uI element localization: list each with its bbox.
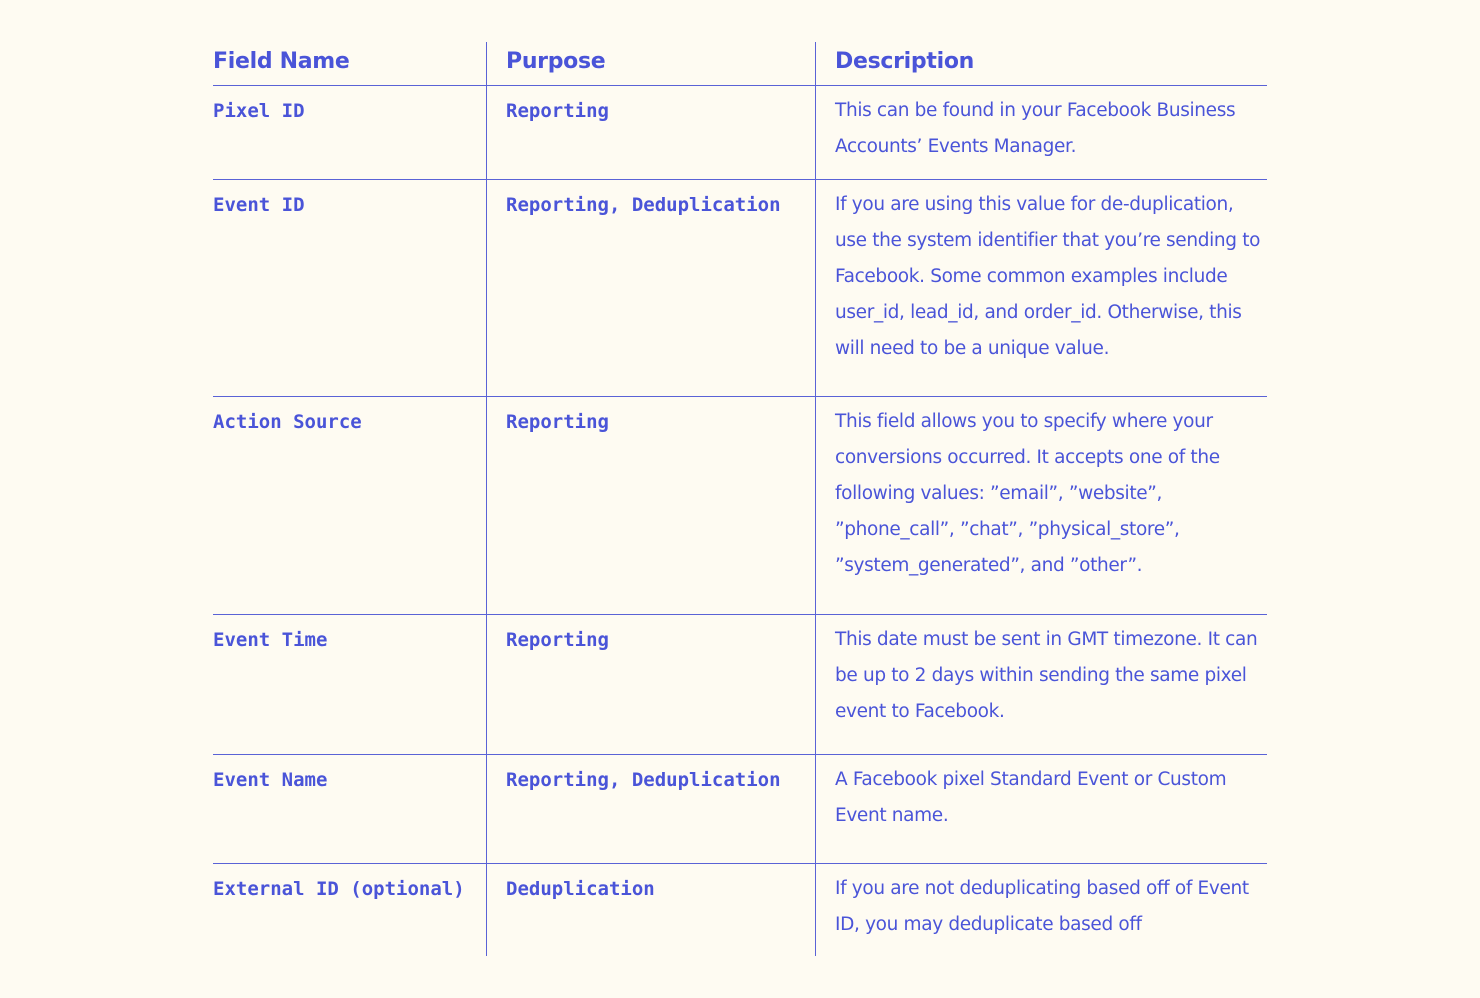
- table-header-row: [213, 42, 1267, 86]
- field-name-cell: Event Name: [213, 769, 328, 791]
- field-name-cell: Action Source: [213, 411, 362, 433]
- description-cell: This field allows you to specify where your conversions occurred. It accepts one of the following values: ”email”, ”website”, ”phone_call”, ”chat”, ”physical_store”, ”system_generated”, and ”other”.: [835, 411, 1220, 576]
- purpose-cell: Reporting: [486, 397, 815, 614]
- table-row: [213, 397, 1267, 615]
- purpose-cell: Reporting, Deduplication: [486, 180, 815, 396]
- field-name-cell: Event Time: [213, 629, 328, 651]
- purpose-cell: Reporting, Deduplication: [486, 755, 815, 863]
- header-purpose: Purpose: [486, 42, 815, 85]
- table-row: [213, 86, 1267, 180]
- description-cell: If you are using this value for de-duplication, use the system identifier that you’re sending to Facebook. Some common examples include user_id, lead_id, and order_id. Otherwise, this will need to be a unique value.: [835, 194, 1261, 359]
- table-row: [213, 755, 1267, 864]
- description-cell: If you are not deduplicating based off of Event ID, you may deduplicate based off: [835, 878, 1249, 935]
- description-cell: A Facebook pixel Standard Event or Custom Event name.: [835, 769, 1227, 826]
- description-cell: This date must be sent in GMT timezone. It can be up to 2 days within sending the same pixel event to Facebook.: [835, 629, 1258, 722]
- purpose-cell: Reporting: [486, 615, 815, 754]
- description-cell: This can be found in your Facebook Business Accounts’ Events Manager.: [835, 100, 1236, 157]
- purpose-cell: Deduplication: [486, 864, 815, 956]
- field-name-cell: Event ID: [213, 194, 305, 216]
- purpose-cell: Reporting: [486, 86, 815, 179]
- fields-table: [213, 42, 1267, 956]
- table-row: [213, 864, 1267, 956]
- field-name-cell: Pixel ID: [213, 100, 305, 122]
- header-description: Description: [815, 42, 1267, 85]
- header-field-name: Field Name: [213, 49, 350, 74]
- field-name-cell: External ID (optional): [213, 878, 465, 900]
- table-row: [213, 180, 1267, 397]
- table-row: [213, 615, 1267, 755]
